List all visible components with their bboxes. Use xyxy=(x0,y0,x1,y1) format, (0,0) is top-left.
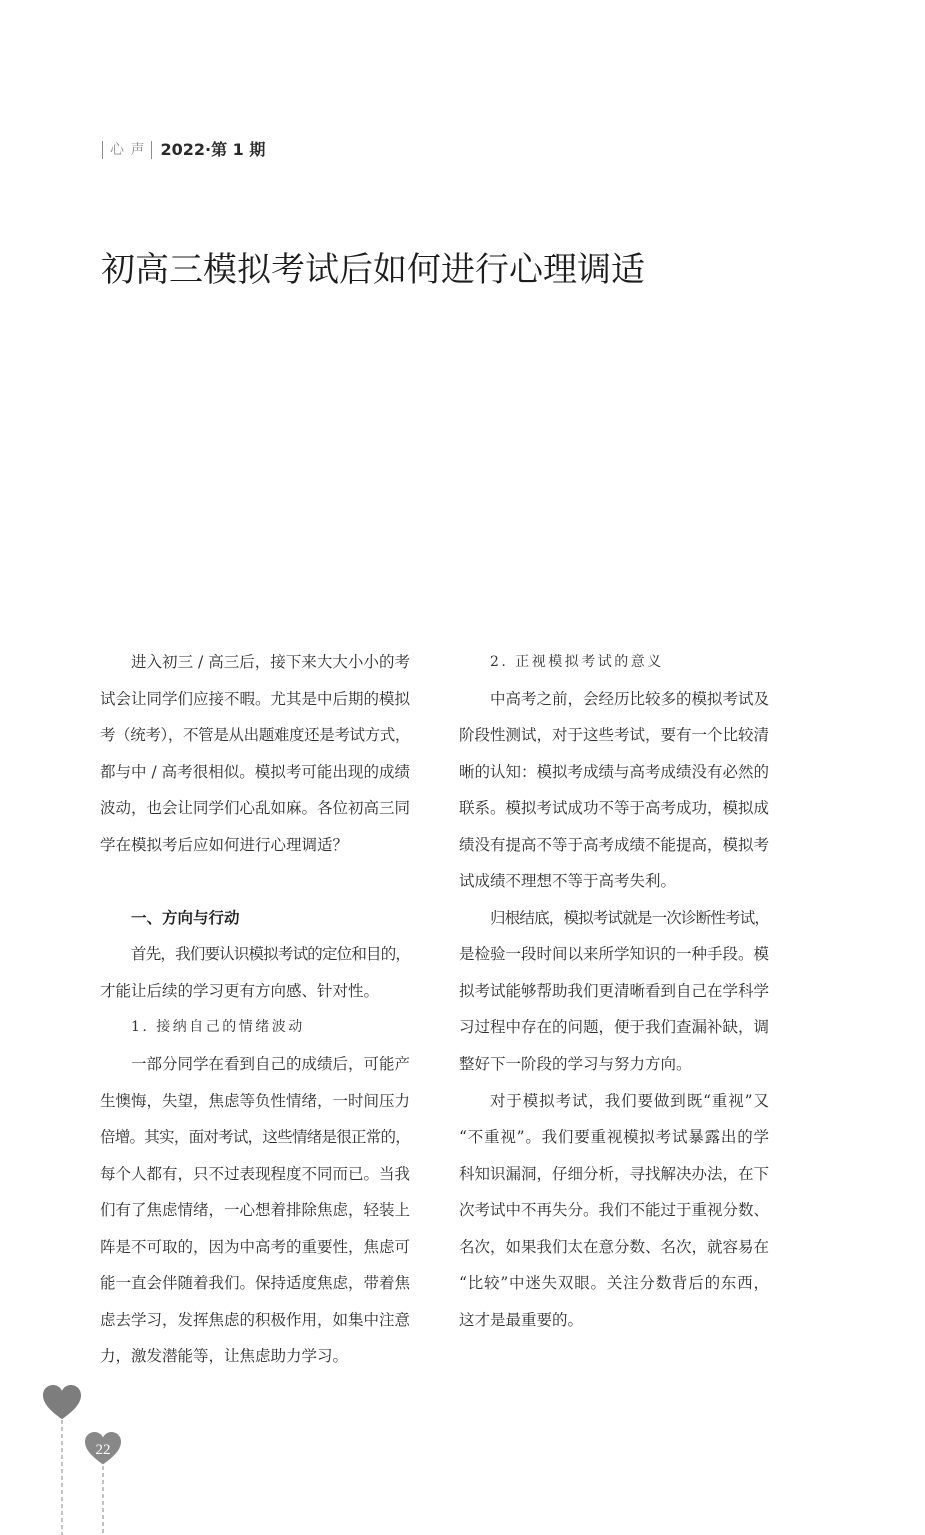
paragraph-line: 考（统考），不管是从出题难度还是考试方式， xyxy=(100,726,410,745)
paragraph-line: 能一直会伴随着我们。保持适度焦虑，带着焦 xyxy=(100,1274,411,1293)
subsection-paragraph xyxy=(459,681,769,900)
paragraph-line: 生懊悔，失望，焦虑等负性情绪，一时间压力 xyxy=(100,1091,411,1110)
paragraph-line: 首先，我们要认识模拟考试的定位和目的， xyxy=(131,945,410,964)
issue-label: 2022·第 1 期 xyxy=(160,140,266,159)
paragraph-line: 联系。模拟考试成功不等于高考成功，模拟成 xyxy=(459,799,770,818)
paragraph-line: 阵是不可取的，因为中高考的重要性，焦虑可 xyxy=(100,1237,411,1256)
paragraph-line: 进入初三 / 高三后，接下来大大小小的考 xyxy=(131,653,410,671)
paragraph-line: 名次，如果我们太在意分数、名次，就容易在 xyxy=(459,1237,770,1256)
paragraph-line: 倍增。其实，面对考试，这些情绪是很正常的， xyxy=(100,1128,410,1147)
blank-line xyxy=(100,863,410,900)
subsection-paragraph xyxy=(459,1083,769,1339)
subsection-heading: 1. 接纳自己的情绪波动 xyxy=(131,1019,305,1036)
paragraph-line: 学在模拟考后应如何进行心理调适？ xyxy=(100,835,349,854)
paragraph-line: 科知识漏洞，仔细分析，寻找解决办法，在下 xyxy=(459,1164,770,1183)
right-column xyxy=(459,644,769,1338)
paragraph-line: “不重视”。我们要重视模拟考试暴露出的学 xyxy=(459,1128,769,1147)
running-header xyxy=(102,140,265,160)
paragraph-line: 次考试中不再失分。我们不能过于重视分数、 xyxy=(459,1201,770,1220)
heart-icon xyxy=(43,1385,81,1419)
paragraph-line: 波动，也会让同学们心乱如麻。各位初高三同 xyxy=(100,799,411,818)
paragraph-line: 晰的认知：模拟考成绩与高考成绩没有必然的 xyxy=(459,762,770,781)
paragraph-line: 习过程中存在的问题，便于我们查漏补缺，调 xyxy=(459,1018,770,1037)
heart-decoration xyxy=(0,1370,160,1535)
paragraph-line: 是检验一段时间以来所学知识的一种手段。模 xyxy=(459,945,770,964)
paragraph-line: 每个人都有，只不过表现程度不同而已。当我 xyxy=(100,1164,411,1183)
intro-paragraph xyxy=(100,644,410,863)
section-paragraph xyxy=(100,936,410,1009)
paragraph-line: 拟考试能够帮助我们更清晰看到自己在学科学 xyxy=(459,981,770,1000)
paragraph-line: 对于模拟考试，我们要做到既“重视”又 xyxy=(490,1091,769,1110)
subsection-paragraph xyxy=(100,1046,410,1375)
paragraph-line: 才能让后续的学习更有方向感、针对性。 xyxy=(100,981,380,1000)
article-title: 初高三模拟考试后如何进行心理调适 xyxy=(101,250,645,290)
subsection-paragraph xyxy=(459,900,769,1083)
page-number: 22 xyxy=(95,1442,111,1458)
paragraph-line: “比较”中迷失双眼。关注分数背后的东西， xyxy=(459,1274,769,1293)
section-heading: 一、方向与行动 xyxy=(131,908,240,927)
paragraph-line: 试成绩不理想不等于高考失利。 xyxy=(459,872,677,891)
paragraph-line: 阶段性测试，对于这些考试，要有一个比较清 xyxy=(459,726,770,745)
paragraph-line: 这才是最重要的。 xyxy=(459,1310,584,1329)
paragraph-line: 一部分同学在看到自己的成绩后，可能产 xyxy=(131,1055,411,1074)
paragraph-line: 绩没有提高不等于高考成绩不能提高，模拟考 xyxy=(459,835,770,854)
subsection-heading: 2. 正视模拟考试的意义 xyxy=(490,654,664,670)
paragraph-line: 都与中 / 高考很相似。模拟考可能出现的成绩 xyxy=(100,762,410,781)
paragraph-line: 们有了焦虑情绪，一心想着排除焦虑，轻装上 xyxy=(100,1201,411,1220)
paragraph-line: 力，激发潜能等，让焦虑助力学习。 xyxy=(100,1347,349,1366)
paragraph-line: 归根结底，模拟考试就是一次诊断性考试， xyxy=(490,908,769,927)
paragraph-line: 试会让同学们应接不暇。尤其是中后期的模拟 xyxy=(100,689,411,708)
paragraph-line: 整好下一阶段的学习与努力方向。 xyxy=(459,1055,692,1074)
paragraph-line: 中高考之前，会经历比较多的模拟考试及 xyxy=(490,689,770,708)
column-name: 心 声 xyxy=(102,141,152,159)
paragraph-line: 虑去学习，发挥焦虑的积极作用，如集中注意 xyxy=(100,1310,411,1329)
left-column xyxy=(100,644,410,1375)
